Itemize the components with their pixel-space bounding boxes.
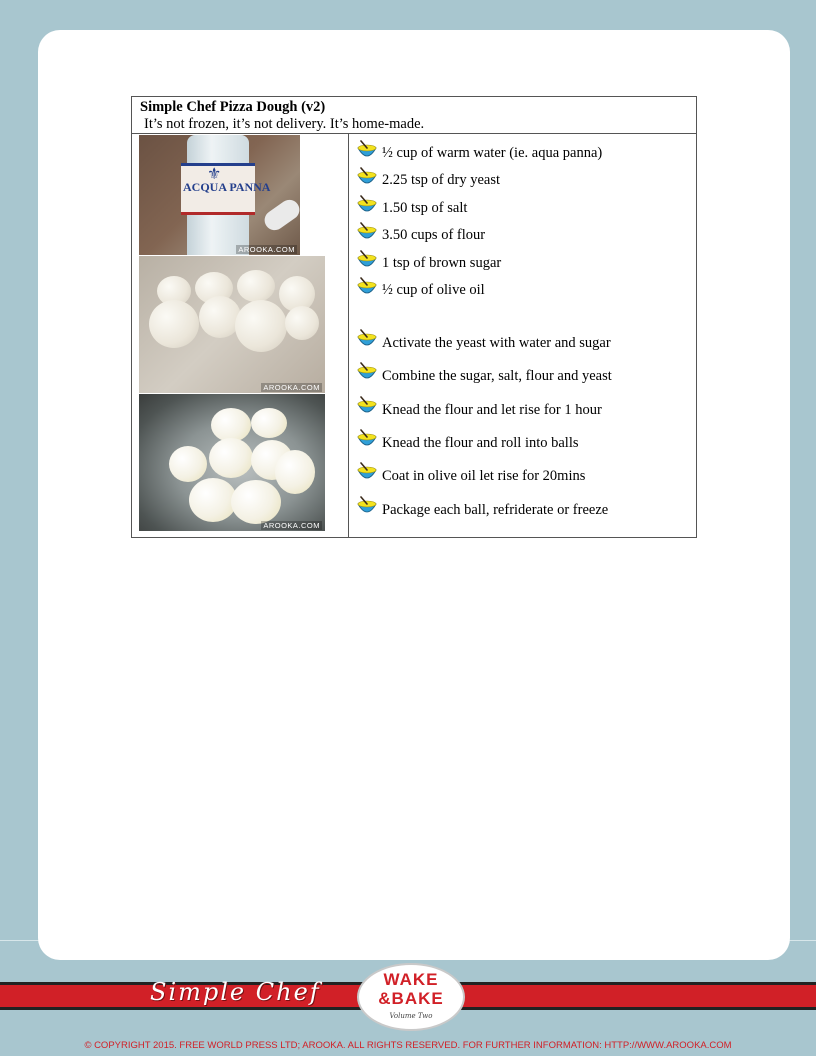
photo-watermark: AROOKA.COM [263,383,320,392]
column-divider [348,134,349,538]
photo-watermark: AROOKA.COM [263,521,320,530]
mixing-bowl-icon [356,429,378,456]
recipe-header [132,97,696,134]
photo-watermark: AROOKA.COM [238,245,295,254]
fleur-de-lis-icon: ⚜ [207,166,222,183]
logo-line-2: &BAKE [378,989,444,1008]
recipe-subtitle: It’s not frozen, it’s not delivery. It’s home-made. [144,116,425,132]
photo-dough-balls [139,256,325,393]
step-text: Knead the flour and let rise for 1 hour [382,402,602,418]
mixing-bowl-icon [356,462,378,489]
step-text: Knead the flour and roll into balls [382,435,579,451]
mixing-bowl-icon [356,222,378,249]
bottle-label [181,163,271,215]
ingredient-text: 2.25 tsp of dry yeast [382,172,500,188]
logo-line-3: Volume Two [389,1012,433,1020]
step-text: Package each ball, refriderate or freeze [382,502,609,518]
bottle-label-text: ACQUA PANNA [183,180,271,194]
photo-dough-bowl [139,394,325,531]
ingredient-text: ½ cup of warm water (ie. aqua panna) [382,145,603,161]
copyright-text: © COPYRIGHT 2015. FREE WORLD PRESS LTD; AROOKA. ALL RIGHTS RESERVED. FOR FURTHER INFORMATION: HTTP://WWW.AROOKA.COM [84,1040,732,1051]
step-text: Coat in olive oil let rise for 20mins [382,468,586,484]
mixing-bowl-icon [356,277,378,304]
ingredient-text: ½ cup of olive oil [382,282,485,298]
mixing-bowl-icon [356,396,378,423]
mixing-bowl-icon [356,329,378,356]
mixing-bowl-icon [356,496,378,523]
ingredient-text: 3.50 cups of flour [382,227,486,243]
wake-bake-logo [357,963,465,1031]
photo-water-bottle [139,135,300,255]
ingredient-text: 1 tsp of brown sugar [382,255,502,271]
mixing-bowl-icon [356,250,378,277]
ingredient-text: 1.50 tsp of salt [382,200,468,216]
recipe-title: Simple Chef Pizza Dough (v2) [140,99,326,115]
mixing-bowl-icon [356,195,378,222]
mixing-bowl-icon [356,167,378,194]
step-text: Combine the sugar, salt, flour and yeast [382,368,612,384]
mixing-bowl-icon [356,362,378,389]
kitchen-gadget [261,196,300,234]
recipe-card [131,96,697,538]
brand-name: Simple Chef [150,978,321,1006]
step-text: Activate the yeast with water and sugar [382,335,611,351]
logo-line-1: WAKE [383,970,439,989]
mixing-bowl-icon [356,140,378,167]
